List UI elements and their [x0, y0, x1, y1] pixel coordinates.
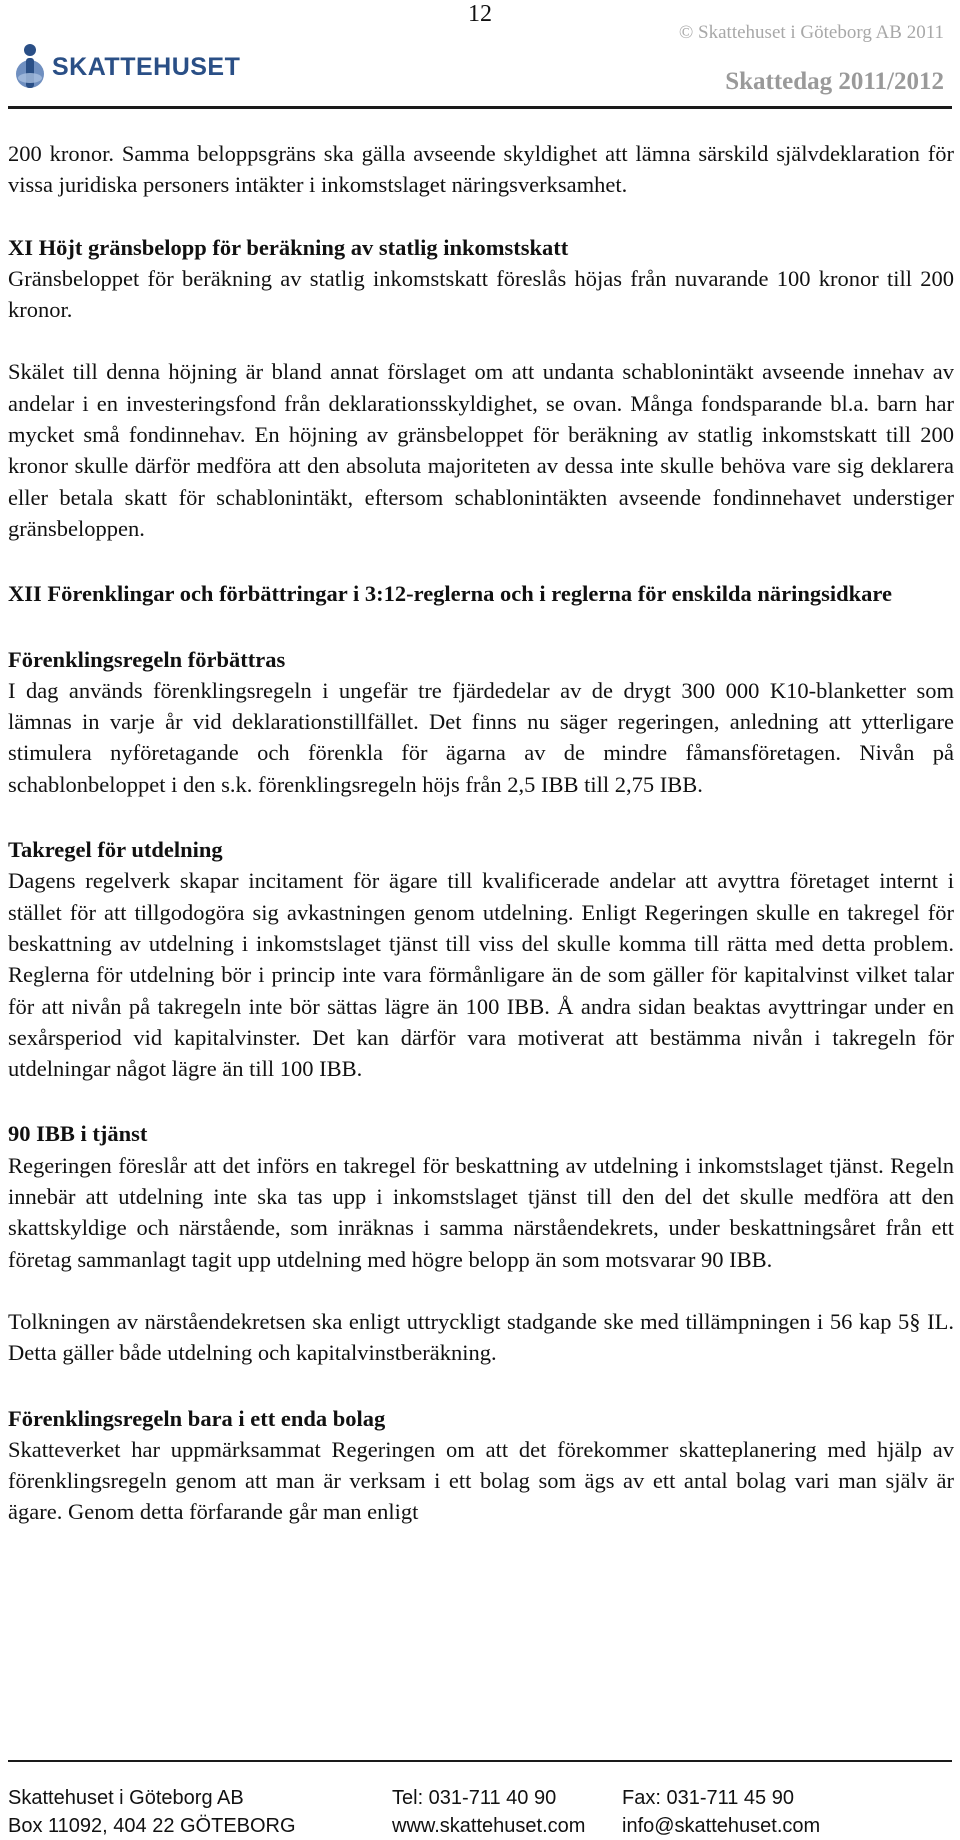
- section-heading-xi: XI Höjt gränsbelopp för beräkning av statlig inkomstskatt: [8, 234, 569, 260]
- paragraph: Dagens regelverk skapar incitament för ägare till kvalificerade andelar att avyttra företaget internt i stället för att tillgodogöra sig avkastningen genom utdelning. Enligt Regeringen skulle en takregel för beskattning av utdelning i inkomstslaget tjänst till viss del skulle komma till rätta med detta problem. Reglerna för utdelning bör i princip inte vara förmånligare än de som gäller för kapitalvinst vilket talar för att nivån på takregeln inte bör sättas lägre än 100 IBB. Å andra sidan beaktas avyttringar under en sexårsperiod vid kapitalvinster. Det kan därför vara motiverat att bestämma nivån i takregeln för utdelningar något lägre än till 100 IBB.: [8, 868, 954, 1082]
- section-heading-xii: XII Förenklingar och förbättringar i 3:12-reglerna och i reglerna för enskilda näringsidkare: [8, 581, 892, 607]
- footer-company: Skattehuset i Göteborg AB: [8, 1787, 244, 1809]
- paragraph: Gränsbeloppet för beräkning av statlig inkomstskatt föreslås höjas från nuvarande 100 kronor till 200 kronor.: [8, 265, 954, 323]
- paragraph: I dag används förenklingsregeln i ungefär tre fjärdedelar av de drygt 300 000 K10-blanketter som lämnas in varje år vid deklarationstillfället. Det finns nu säger regeringen, anledning att ytterligare stimulera nyföretagande och förenkla för ägarna av de mindre fåmansföretagen. Nivån på schablonbeloppet i den s.k. förenklingsregeln höjs från 2,5 IBB till 2,75 IBB.: [8, 677, 954, 797]
- copyright-notice: © Skattehuset i Göteborg AB 2011: [678, 22, 944, 43]
- subheading-forenklingsregeln: Förenklingsregeln förbättras: [8, 646, 286, 672]
- skattehuset-logo: [14, 42, 240, 92]
- footer-address: Box 11092, 404 22 GÖTEBORG: [8, 1815, 296, 1837]
- paragraph: Tolkningen av närståendekretsen ska enligt uttryckligt stadgande ske med tillämpningen i 56 kap 5§ IL. Detta gäller både utdelning och kapitalvinstberäkning.: [8, 1308, 954, 1366]
- logo-text: SKATTEHUSET: [52, 52, 241, 81]
- paragraph: Skatteverket har uppmärksammat Regeringen om att det förekommer skatteplanering med hjälp av förenklingsregeln genom att man är verksam i ett bolag som ägs av ett antal bolag vari man själv är ägare. Genom detta förfarande går man enligt: [8, 1436, 954, 1525]
- subheading-takregel: Takregel för utdelning: [8, 837, 223, 863]
- paragraph: Regeringen föreslår att det införs en takregel för beskattning av utdelning i inkomstslaget tjänst. Regeln innebär att utdelning inte ska tas upp i inkomstslaget tjänst till den del det skulle medföra att den skattskyldige och närstående, som inräknas i samma närståendekrets, under beskattningsåret från ett företag sammanlagt tagit upp utdelning med högre belopp än som motsvarar 90 IBB.: [8, 1152, 954, 1272]
- page-number: 12: [468, 1, 492, 27]
- subheading-ett-enda-bolag: Förenklingsregeln bara i ett enda bolag: [8, 1405, 386, 1431]
- page-body: [8, 138, 954, 1528]
- subheading-90-ibb: 90 IBB i tjänst: [8, 1121, 148, 1147]
- footer-email-link[interactable]: info@skattehuset.com: [622, 1815, 821, 1837]
- footer-fax: Fax: 031-711 45 90: [622, 1787, 794, 1809]
- logo-figure-icon: [14, 42, 46, 92]
- page-footer: [8, 1760, 952, 1840]
- paragraph: Skälet till denna höjning är bland annat förslaget om att undanta schablonintäkt avseende innehav av andelar i en investeringsfond från deklarationsskyldighet, se ovan. Många fondsparande bl.a. barn har mycket små fondinnehav. En höjning av gränsbeloppet för beräkning av statlig inkomstskatt till 200 kronor skulle därför medföra att den absoluta majoriteten av dessa inte skulle behöva vare sig deklarera eller betala skatt för schablonintäkt, eftersom schablonintäkten avseende fondinnehavet understiger gränsbeloppen.: [8, 359, 954, 541]
- page-header: [8, 20, 952, 109]
- footer-website-link[interactable]: www.skattehuset.com: [392, 1815, 586, 1837]
- paragraph: 200 kronor. Samma beloppsgräns ska gälla avseende skyldighet att lämna särskild självdeklaration för vissa juridiska personers intäkter i inkomstslaget näringsverksamhet.: [8, 141, 954, 198]
- footer-phone: Tel: 031-711 40 90: [392, 1787, 557, 1809]
- document-title: Skattedag 2011/2012: [725, 68, 944, 95]
